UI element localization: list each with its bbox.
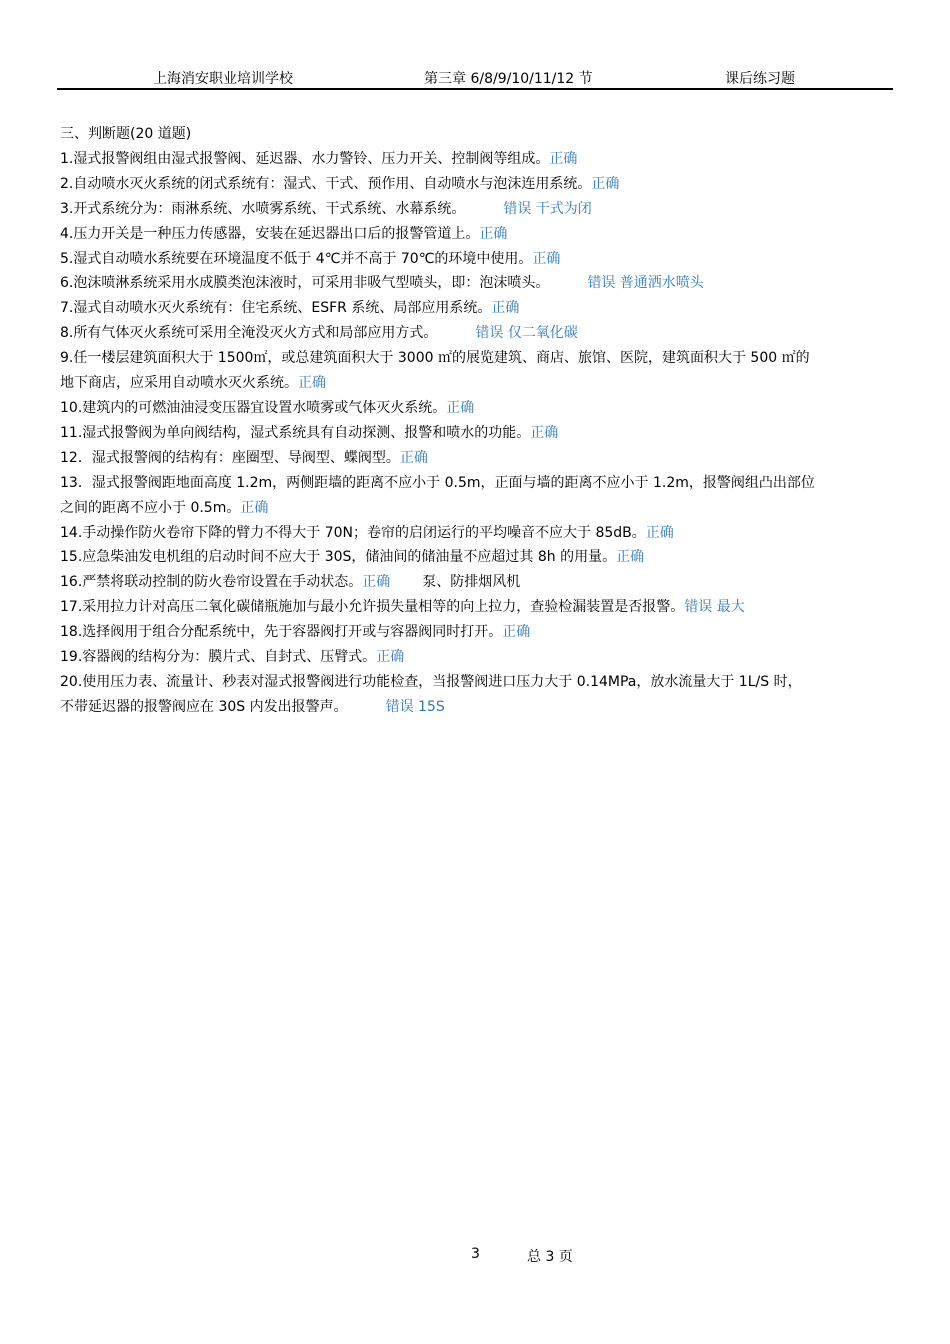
question-answer: 正确 <box>530 424 559 441</box>
question-5 <box>60 247 890 272</box>
question-text: 20.使用压力表、流量计、秒表对湿式报警阀进行功能检查，当报警阀进口压力大于 0.14MPa，放水流量大于 1L/S 时， <box>60 673 802 690</box>
question-answer: 正确 <box>549 150 578 167</box>
question-text: 10.建筑内的可燃油油浸变压器宜设置水喷雾或气体灭火系统。 <box>60 399 447 416</box>
question-text: 11.湿式报警阀为单向阀结构，湿式系统具有自动探测、报警和喷水的功能。 <box>60 424 531 441</box>
question-answer: 正确 <box>399 449 428 466</box>
question-text: 6.泡沫喷淋系统采用水成膜类泡沫液时，可采用非吸气型喷头，即：泡沫喷头。 <box>60 275 550 292</box>
question-17 <box>60 595 890 620</box>
page-total: 总 3 页 <box>527 1249 573 1265</box>
question-13 <box>60 471 890 496</box>
header-school: 上海消安职业培训学校 <box>153 71 293 87</box>
question-7 <box>60 296 890 321</box>
question-13-cont <box>60 496 890 521</box>
question-answer: 正确 <box>616 549 645 566</box>
question-9-cont <box>60 371 890 396</box>
question-answer: 正确 <box>502 624 531 641</box>
question-text: 4.压力开关是一种压力传感器，安装在延迟器出口后的报警管道上。 <box>60 225 480 242</box>
question-text: 1.湿式报警阀组由湿式报警阀、延迟器、水力警铃、压力开关、控制阀等组成。 <box>60 150 550 167</box>
question-answer: 正确 <box>645 524 674 541</box>
question-18 <box>60 620 890 645</box>
question-text: 15.应急柴油发电机组的启动时间不应大于 30S，储油间的储油量不应超过其 8h 的用量。 <box>60 549 617 566</box>
question-4 <box>60 222 890 247</box>
question-14 <box>60 521 890 546</box>
question-list <box>60 122 890 720</box>
header-subject: 课后练习题 <box>725 71 795 87</box>
question-1 <box>60 147 890 172</box>
question-text: 7.湿式自动喷水灭火系统有：住宅系统、ESFR 系统、局部应用系统。 <box>60 300 492 317</box>
question-9 <box>60 346 890 371</box>
question-16 <box>60 570 890 595</box>
question-text: 12．湿式报警阀的结构有：座圈型、导阀型、蝶阀型。 <box>60 449 400 466</box>
question-answer: 正确 <box>479 225 508 242</box>
question-answer: 错误 15S <box>385 698 445 715</box>
question-20 <box>60 670 890 695</box>
question-text: 2.自动喷水灭火系统的闭式系统有：湿式、干式、预作用、自动喷水与泡沫连用系统。 <box>60 175 592 192</box>
question-text: 19.容器阀的结构分为：膜片式、自封式、压臂式。 <box>60 649 377 666</box>
question-answer: 错误 最大 <box>684 599 745 616</box>
question-8 <box>60 321 890 346</box>
question-text: 13．湿式报警阀距地面高度 1.2m，两侧距墙的距离不应小于 0.5m，正面与墙的距离不应小于 1.2m，报警阀组凸出部位 <box>60 474 815 491</box>
section-title: 三、判断题(20 道题) <box>60 126 192 142</box>
question-answer: 正确 <box>240 499 269 516</box>
question-text: 不带延迟器的报警阀应在 30S 内发出报警声。 <box>60 698 348 715</box>
question-text: 3.开式系统分为：雨淋系统、水喷雾系统、干式系统、水幕系统。 <box>60 200 466 217</box>
question-answer: 正确 <box>591 175 620 192</box>
question-answer: 正确 <box>532 250 561 267</box>
question-text: 8.所有气体灭火系统可采用全淹没灭火方式和局部应用方式。 <box>60 325 438 342</box>
question-answer: 正确 <box>446 399 475 416</box>
header-chapter: 第三章 6/8/9/10/11/12 节 <box>424 71 593 87</box>
question-answer: 正确 <box>376 649 405 666</box>
question-text: 之间的距离不应小于 0.5m。 <box>60 499 241 516</box>
question-text: 9.任一楼层建筑面积大于 1500㎡，或总建筑面积大于 3000 ㎡的展览建筑、商店、旅馆、医院，建筑面积大于 500 ㎡的 <box>60 350 810 367</box>
page-header <box>57 66 893 90</box>
question-12 <box>60 446 890 471</box>
question-3 <box>60 197 890 222</box>
question-11 <box>60 421 890 446</box>
question-text: 14.手动操作防火卷帘下降的臂力不得大于 70N；卷帘的启闭运行的平均噪音不应大于 85dB。 <box>60 524 646 541</box>
question-15 <box>60 545 890 570</box>
question-answer: 正确 <box>491 300 520 317</box>
question-2 <box>60 172 890 197</box>
question-20-cont <box>60 695 890 720</box>
question-19 <box>60 645 890 670</box>
question-text: 地下商店，应采用自动喷水灭火系统。 <box>60 375 298 392</box>
page-number: 3 <box>471 1246 480 1262</box>
question-text: 5.湿式自动喷水系统要在环境温度不低于 4℃并不高于 70℃的环境中使用。 <box>60 250 533 267</box>
question-text: 16.严禁将联动控制的防火卷帘设置在手动状态。 <box>60 574 363 591</box>
question-answer: 正确 <box>362 574 391 591</box>
question-10 <box>60 396 890 421</box>
question-6 <box>60 271 890 296</box>
question-answer: 错误 普通洒水喷头 <box>587 275 704 292</box>
question-text: 17.采用拉力计对高压二氧化碳储瓶施加与最小允许损失量相等的向上拉力，查验检漏装置是否报警。 <box>60 599 685 616</box>
question-answer: 正确 <box>298 375 326 392</box>
question-answer: 错误 仅二氧化碳 <box>475 325 578 342</box>
question-answer: 错误 干式为闭 <box>503 200 592 217</box>
question-note: 泵、防排烟风机 <box>422 574 521 591</box>
question-text: 18.选择阀用于组合分配系统中，先于容器阀打开或与容器阀同时打开。 <box>60 624 503 641</box>
